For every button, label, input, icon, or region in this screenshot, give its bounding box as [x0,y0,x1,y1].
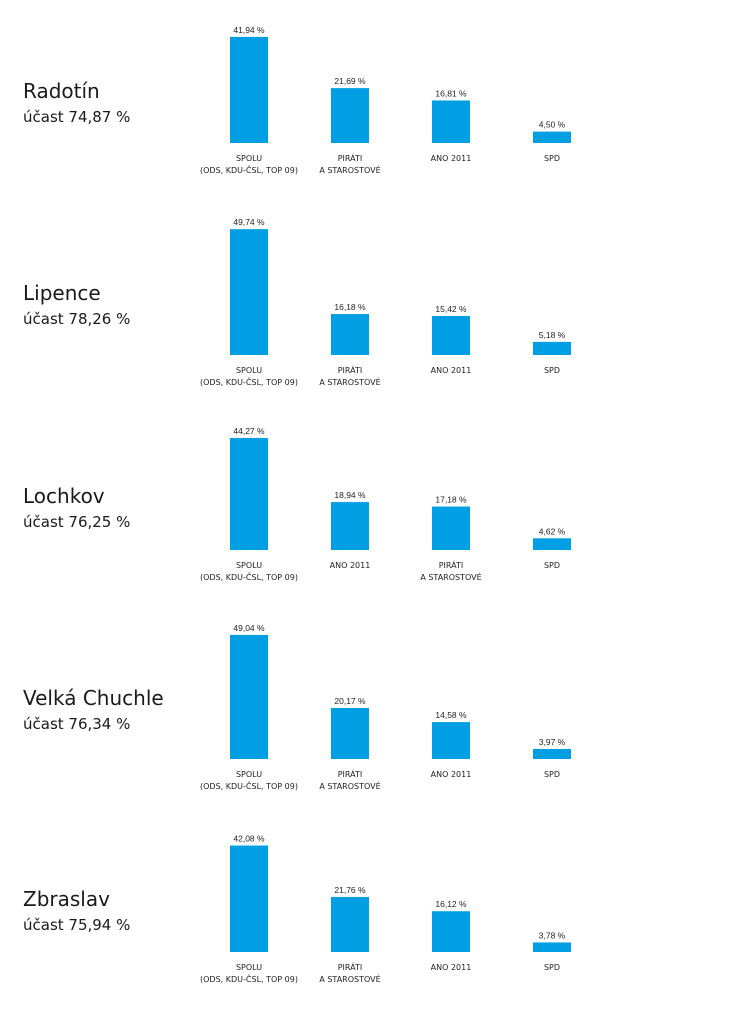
category-label: ANO 2011 [430,963,472,972]
category-label: (ODS, KDU-ČSL, TOP 09) [200,573,298,582]
value-label: 4,62 % [538,526,566,537]
category-label: A STAROSTOVÉ [420,573,482,582]
category-label: (ODS, KDU-ČSL, TOP 09) [200,378,298,387]
value-label: 4,50 % [538,119,566,130]
category-label: ANO 2011 [430,366,472,375]
value-label: 3,97 % [538,736,566,747]
category-label: PIRÁTI [337,963,363,972]
turnout-label: účast 78,26 % [23,310,131,328]
category-label: (ODS, KDU-ČSL, TOP 09) [200,782,298,791]
value-label: 16,18 % [334,302,366,313]
category-label: A STAROSTOVÉ [319,782,381,791]
value-label: 16,81 % [435,88,467,99]
district-name: Lochkov [23,484,105,508]
category-label: ANO 2011 [430,770,472,779]
district-name: Radotín [23,79,100,103]
category-label: SPD [543,561,561,570]
category-label: PIRÁTI [337,770,363,779]
category-label: SPD [543,963,561,972]
value-label: 20,17 % [334,695,366,706]
value-label: 5,18 % [538,329,566,340]
value-label: 21,76 % [334,884,366,895]
category-label: ANO 2011 [329,561,371,570]
category-label: SPOLU [235,770,263,779]
category-label: SPD [543,154,561,163]
turnout-label: účast 76,25 % [23,513,131,531]
value-label: 49,74 % [233,217,265,228]
category-label: A STAROSTOVÉ [319,378,381,387]
bar-0 [230,846,268,952]
category-label: (ODS, KDU-ČSL, TOP 09) [200,975,298,984]
category-label: PIRÁTI [337,366,363,375]
value-label: 3,78 % [538,930,566,941]
district-name: Lipence [23,281,101,305]
bar-2 [432,911,470,952]
bar-3 [533,942,571,952]
value-label: 41,94 % [233,24,265,35]
district-name: Zbraslav [23,887,110,911]
category-label: A STAROSTOVÉ [319,975,381,984]
category-label: SPD [543,366,561,375]
value-label: 16,12 % [435,899,467,910]
value-label: 17,18 % [435,494,467,505]
value-label: 18,94 % [334,490,366,501]
value-label: 15,42 % [435,303,467,314]
category-label: SPOLU [235,366,263,375]
category-label: ANO 2011 [430,154,472,163]
category-label: SPD [543,770,561,779]
district-name: Velká Chuchle [23,686,164,710]
turnout-label: účast 76,34 % [23,715,131,733]
turnout-label: účast 75,94 % [23,916,131,934]
turnout-label: účast 74,87 % [23,108,131,126]
value-label: 21,69 % [334,76,366,87]
category-label: A STAROSTOVÉ [319,166,381,175]
category-label: SPOLU [235,154,263,163]
value-label: 42,08 % [233,833,265,844]
value-label: 14,58 % [435,710,467,721]
category-label: (ODS, KDU-ČSL, TOP 09) [200,166,298,175]
value-label: 44,27 % [233,425,265,436]
bar-1 [331,897,369,952]
value-label: 49,04 % [233,622,265,633]
category-label: PIRÁTI [337,154,363,163]
category-label: PIRÁTI [438,561,464,570]
category-label: SPOLU [235,963,263,972]
category-label: SPOLU [235,561,263,570]
